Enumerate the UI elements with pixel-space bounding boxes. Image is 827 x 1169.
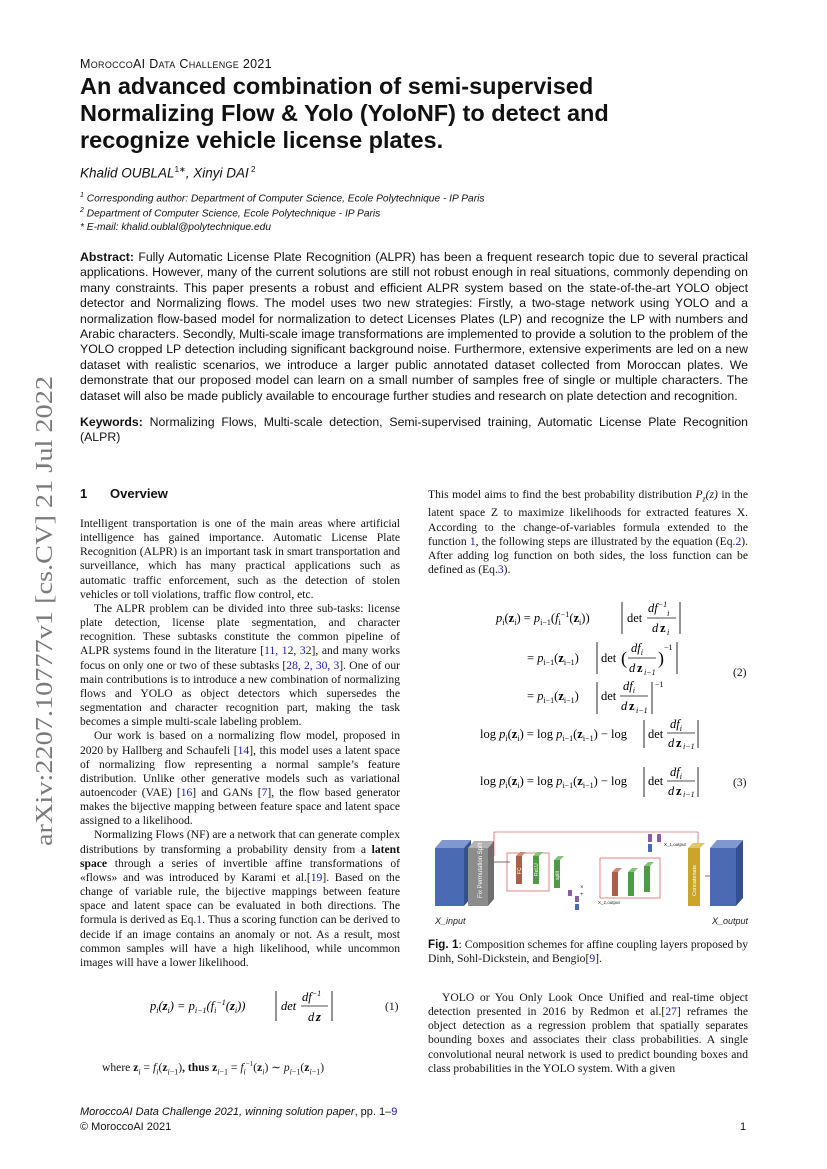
equation-link[interactable]: 1 — [469, 534, 476, 548]
svg-text:−1: −1 — [655, 680, 664, 689]
citation-link[interactable]: 19 — [310, 870, 323, 884]
citation-link[interactable]: 11, 12, 32 — [264, 644, 312, 658]
abstract — [80, 250, 748, 404]
paper-title — [80, 73, 740, 154]
author-name: Khalid OUBLAL — [80, 165, 175, 181]
right-column-yolo — [428, 991, 748, 1076]
svg-text:pi(zi) = pi−1(fi−1(zi)): $p_i(z_i) = p_{i-1}(f_i^{-1}(z_i))$ — [496, 610, 590, 627]
split-layer-2 — [644, 866, 650, 892]
svg-text:): ) — [658, 648, 664, 668]
svg-text:dfi: $df_i$ — [670, 717, 682, 733]
citation-link[interactable]: 7 — [261, 785, 268, 799]
title-line: recognize vehicle license plates. — [80, 127, 444, 153]
svg-text:dfi: $df_i$ — [670, 765, 682, 781]
svg-text:i−1: i−1 — [683, 742, 695, 750]
equation-1-number: (1) — [385, 1000, 399, 1013]
section-heading — [80, 486, 168, 501]
paragraph: Intelligent transportation is one of the main areas where artificial intelligence has gained importance. Automatic License Plate Recognition (ALPR) is an important task in smart transportation and surveillance, which has many practical applications such as automatic traffic enforcement, such as the detection of stolen vehicles or toll violations, traffic flow control, etc. — [80, 517, 400, 601]
citation-link[interactable]: 9 — [589, 952, 596, 966]
footer-copyright: © MoroccoAI 2021 — [80, 1121, 172, 1133]
svg-text:det: det — [627, 611, 643, 625]
title-line: An advanced combination of semi-supervised — [80, 73, 594, 99]
svg-text:dfi: $df_i$ — [623, 679, 635, 695]
keywords — [80, 415, 748, 446]
equation-link[interactable]: 2 — [735, 534, 742, 548]
svg-text:df−1i: $df^{-1}_i$ — [648, 600, 670, 618]
relu-label: ReLU — [534, 863, 540, 876]
svg-text:det: det — [601, 651, 617, 665]
affiliation: $^1$ Corresponding author: Department of Computer Science, Ecole Polytechnique - IP Paris — [80, 192, 485, 205]
relu-layer-2 — [628, 872, 634, 896]
figure-label: Fig. 1 — [428, 938, 459, 951]
author-name: Xinyi DAI — [193, 165, 249, 181]
svg-text:pi(zi) = pi−1(fi−1(zi)): $p_i(z_i) = p_{i-1}(f_i^{-1}(z_i))$ — [150, 998, 246, 1015]
svg-text:z: z — [676, 736, 682, 750]
equation-link[interactable]: 1 — [196, 913, 203, 927]
svg-text:log pi(zi) = log pi−1(zi−1) −: $\log p_i(z_i) = \log p_{i-1}(z_{i-1}) - \log$ — [480, 774, 628, 790]
abstract-text: Fully Automatic License Plate Recognition (ALPR) has been a frequent research topic due to several practical applications. However, many of the current solutions are still not robust enough in real situations, commonly depending on many constraints. This paper presents a robust and efficient ALPR system based on the state-of-the-art YOLO object detector and Normalizing flows. The model uses two new strategies: Firstly, a two-stage network using YOLO and a normalization flow-based model for normalization to detect Licenses Plates (LP) and recognize the LP with numbers and Arabic characters. Secondly, Multi-scale image transformations are implemented to provide a solution to the problem of the YOLO cropped LP detection including significant background noise. Furthermore, extensive experiments are led on a new dataset with realistic scenarios, we introduce a larger public annotated dataset collected from Moroccan plates. We demonstrate that our proposed model can learn on a small number of samples free of single or multiple characters. The dataset will also be made publicly available to encourage further studies and research on plate detection and recognition. — [80, 250, 748, 403]
arxiv-identifier[interactable] — [16, 372, 64, 852]
equation-link[interactable]: 3 — [497, 563, 504, 577]
svg-text:(: ( — [621, 648, 627, 668]
svg-text:i−1: i−1 — [683, 790, 695, 799]
svg-text:z: z — [676, 784, 682, 798]
svg-text:×: × — [580, 885, 584, 891]
svg-text:i−1: i−1 — [636, 706, 648, 715]
paragraph: YOLO or You Only Look Once Unified and real-time object detection presented in 2016 by Redmon et al.[27] reframes the object detection as a regression problem that spatially separates bounding boxes and associates their class probabilities. A single convolutional neural network is used to predict bounding boxes and class probabilities in the YOLO system. With a given — [428, 991, 748, 1075]
affiliation: $^2$ Department of Computer Science, Ecole Polytechnique - IP Paris — [80, 207, 381, 220]
title-line: Normalizing Flow & Yolo (YoloNF) to detect and — [80, 100, 609, 126]
svg-text:z: z — [316, 1010, 321, 1024]
svg-text:d: d — [629, 661, 636, 675]
citation-link[interactable]: 14 — [237, 743, 250, 757]
author-sup: 1∗ — [174, 165, 186, 174]
keywords-label: Keywords: — [80, 415, 143, 429]
svg-text:i−1: i−1 — [644, 668, 656, 677]
fc-layer-2 — [612, 872, 618, 896]
svg-text:= pi−1(zi−1): = $p_{i-1}(z_{i-1})$ — [527, 651, 579, 667]
arxiv-identifier-text: arXiv:2207.10777v1 [cs.CV] 21 Jul 2022 — [32, 447, 58, 846]
svg-text:d: d — [668, 784, 675, 798]
svg-text:df−1: $df^{-1}$ — [302, 989, 322, 1004]
svg-text:z: z — [629, 699, 635, 713]
svg-text:det: det — [601, 689, 617, 703]
equation-2 — [470, 590, 710, 755]
x-output-label: X_output — [712, 916, 748, 926]
svg-text:z: z — [660, 621, 666, 635]
svg-text:+: + — [580, 892, 584, 898]
input-block — [435, 848, 464, 906]
svg-text:−1: −1 — [664, 643, 673, 652]
x2-output-label: X_2,output — [598, 900, 620, 905]
page-range-link[interactable]: 9 — [391, 1106, 398, 1118]
abstract-label: Abstract: — [80, 250, 134, 264]
x-input-label: X_input — [435, 916, 466, 926]
paragraph: Our work is based on a normalizing flow model, proposed in 2020 by Hallberg and Schaufeli [14], this model uses a latent space of normalizing flow representing a normal sample’s feature distribution. Unlike other generative models such as variational autoencoder (VAE) [16] and GANs [7], the flow based generator makes the bijective mapping between feature space and latent space assigned to a likelihood. — [80, 729, 400, 828]
svg-text:d: d — [308, 1010, 315, 1024]
split-label: split — [555, 871, 561, 880]
perm-label: Fix Permutation Split — [478, 842, 484, 898]
svg-text:d: d — [652, 621, 659, 635]
svg-text:d: d — [668, 736, 675, 750]
concat-label: Concatenate — [692, 864, 698, 896]
author-sup: 2 — [248, 165, 256, 174]
citation-link[interactable]: 16 — [180, 785, 193, 799]
paragraph: The ALPR problem can be divided into three sub-tasks: license plate detection, license plate segmentation, and character recognition. These subtasks constitute the common pipeline of ALPR systems found in the literature [11, 12, 32], and many works focus on only one or two of these subtasks [28, 2, 30, 3]. One of our main contributions is to introduce a new combination of normalizing flows and YOLO as object detectors which supersedes the segmentation and character recognition part, making the task becomes a simple multi-scale labeling problem. — [80, 601, 401, 729]
paragraph: This model aims to find the best probability distribution $P_z(z)$ in the latent space Z to maximize likelihoods for extracted features X. According to the change-of-variables formula extended to the function 1, the following steps are illustrated by the equation (Eq.2). After adding log function on both sides, the loss function can be defined as (Eq.3). — [428, 488, 748, 577]
page-number: 1 — [740, 1121, 747, 1133]
author-list: Khalid $OUBLAL^{1∗}$, Xinyi DAI $^2$ — [80, 165, 256, 181]
paragraph: Normalizing Flows (NF) are a network that can generate complex distributions by transforming a probability density from a latent space through a series of invertible affine transformations of «flows» and was introduced by Karami et al.[19]. Based on the change of variable rule, the bijective mappings between feature space and latent space can be evaluated in both directions. The formula is derived as Eq.1. Thus a scoring function can be derived to decide if an image contains an anomaly or not. As a result, most common samples will have a high likelihood, while uncommon images will have a lower likelihood. — [80, 828, 400, 969]
svg-text:det: det — [648, 727, 664, 741]
left-column — [80, 517, 400, 970]
equation-3-number: (3) — [733, 776, 747, 789]
x1-output-label: X_1,output — [664, 842, 686, 847]
equation-3 — [470, 765, 710, 806]
equation-1 — [150, 985, 340, 1031]
svg-text:i: i — [667, 628, 670, 637]
equation-2-number: (2) — [733, 666, 747, 679]
keywords-text: Normalizing Flows, Multi-scale detection, Semi-supervised training, Automatic License Plate Recognition (ALPR) — [80, 415, 748, 445]
svg-text:z: z — [637, 661, 643, 675]
right-column-intro — [428, 488, 748, 577]
svg-text:det: det — [281, 999, 297, 1013]
svg-text:= pi−1(zi−1): = $p_{i-1}(z_{i-1})$ — [527, 689, 579, 705]
svg-text:d: d — [621, 699, 628, 713]
figure-1-caption: Fig. 1: Composition schemes for affine coupling layers proposed by Dinh, Sohl-Dickstein, and Bengio[9]. — [428, 938, 748, 966]
output-block — [710, 848, 736, 906]
contact-email[interactable]: * E-mail: khalid.oublal@polytechnique.edu — [80, 222, 272, 233]
svg-text:log pi(zi) = log pi−1(zi−1) −: $\log p_i(z_i) = \log p_{i-1}(z_{i-1}) - \log$ — [480, 727, 628, 743]
citation-link[interactable]: 28, 2, 30, 3 — [286, 658, 340, 672]
footer-venue: MoroccoAI Data Challenge 2021, winning solution paper, pp. 1–9 — [80, 1106, 398, 1118]
section-number: 1 — [80, 486, 88, 501]
where-clause: where $z_i = f_i(z_{i-1})$, thus $z_{i-1} = f_i^{-1}(z_i)$ ∼ $p_{i-1}(z_{i-1})$ — [102, 1060, 325, 1077]
venue-header: MoroccoAI Data Challenge 2021 — [80, 57, 272, 71]
svg-text:det: det — [648, 774, 664, 788]
figure-1-diagram — [430, 826, 748, 931]
citation-link[interactable]: 27 — [665, 1005, 677, 1019]
svg-text:dfi: $df_i$ — [631, 641, 643, 657]
fc-label: FC — [517, 867, 523, 874]
section-title: Overview — [110, 486, 168, 501]
